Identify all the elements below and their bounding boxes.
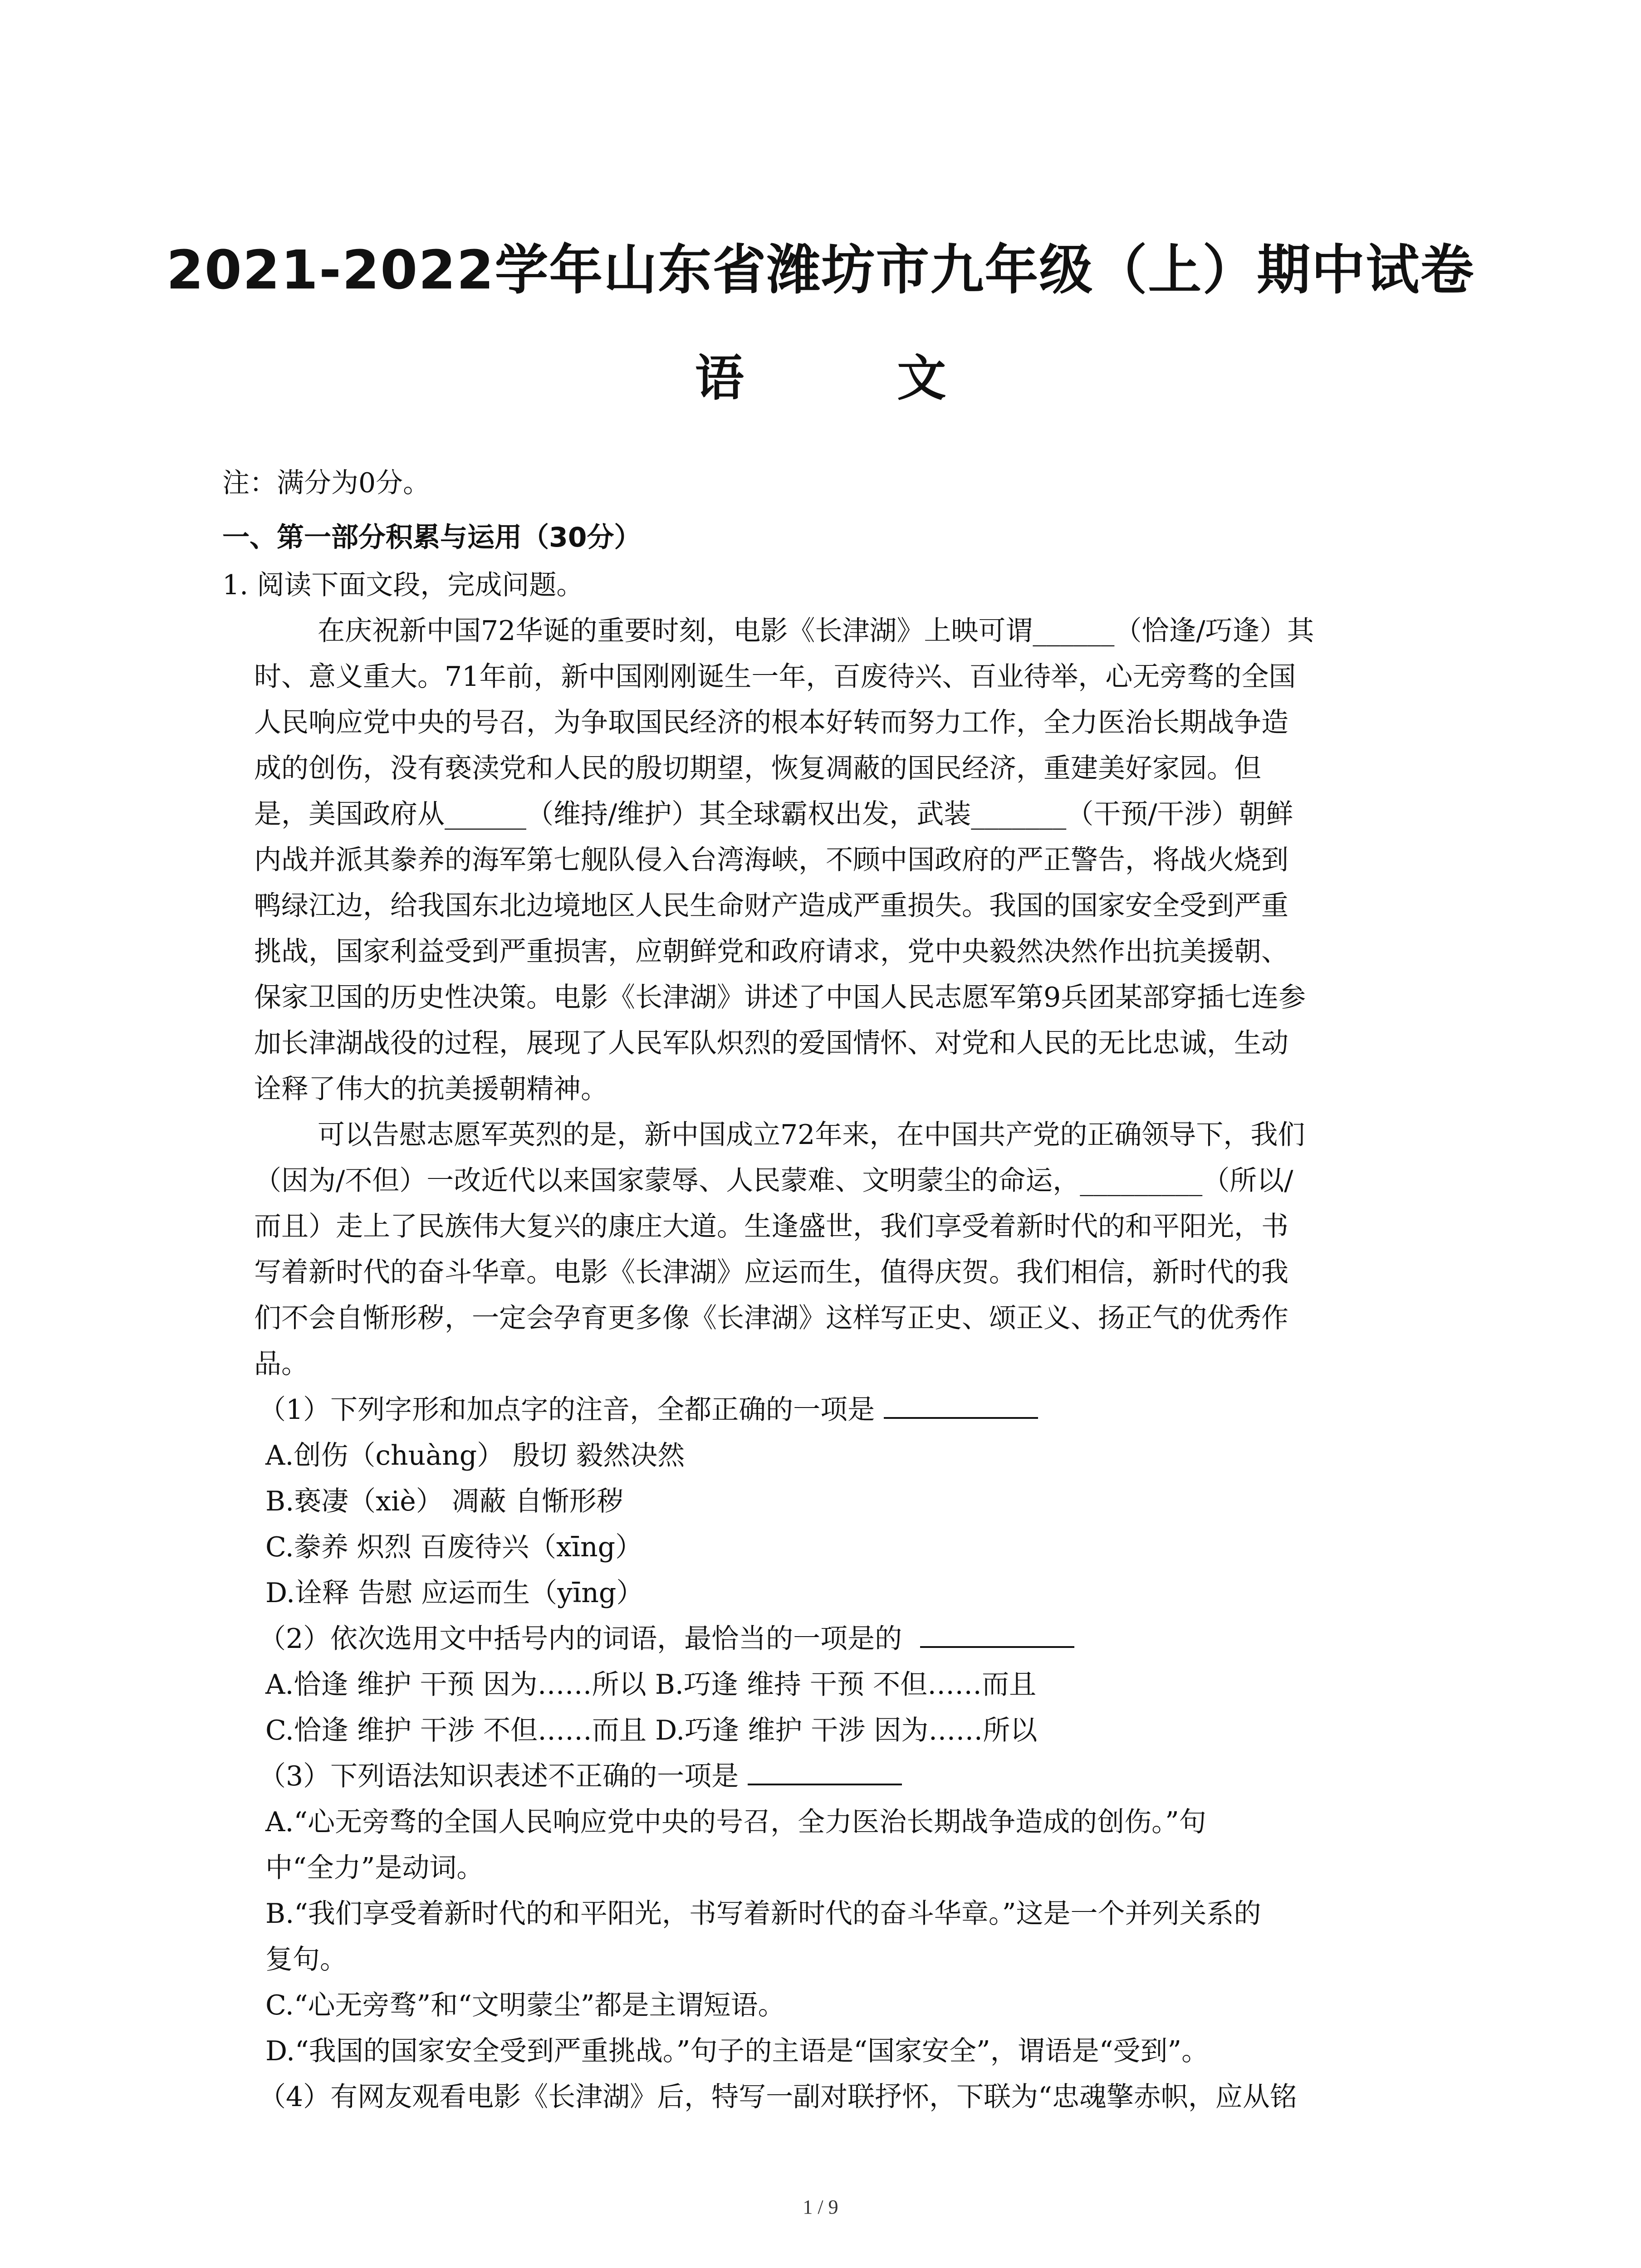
passage-line: 挑战，国家利益受到严重损害，应朝鲜党和政府请求，党中央毅然决然作出抗美援朝、	[254, 936, 1288, 968]
option: D.诠释 告慰 应运而生（yīng）	[265, 1577, 644, 1609]
passage-line: 时、意义重大。71年前，新中国刚刚诞生一年，百废待兴、百业待举，心无旁骛的全国	[254, 661, 1296, 693]
option: C.“心无旁骛”和“文明蒙尘”都是主谓短语。	[265, 1989, 785, 2021]
option: 复句。	[265, 1944, 347, 1975]
sub-question-1	[222, 1387, 1447, 1433]
exam-content	[222, 454, 1447, 2120]
passage-line: 内战并派其豢养的海军第七舰队侵入台湾海峡，不顾中国政府的严正警告，将战火烧到	[254, 844, 1288, 876]
answer-blank[interactable]	[748, 1756, 902, 1785]
passage-line: 在庆祝新中国72华诞的重要时刻，电影《长津湖》上映可谓______（恰逢/巧逢）其	[318, 615, 1314, 647]
question-1-stem: 1. 阅读下面文段，完成问题。	[222, 569, 584, 601]
page-number: 1 / 9	[803, 2196, 838, 2218]
passage-line: 写着新时代的奋斗华章。电影《长津湖》应运而生，值得庆贺。我们相信，新时代的我	[254, 1256, 1288, 1288]
exam-title: 2021-2022学年山东省潍坊市九年级（上）期中试卷	[166, 239, 1475, 301]
sub-question-2	[222, 1616, 1447, 1662]
option: B.亵凄（xiè） 凋蔽 自惭形秽	[265, 1486, 624, 1517]
passage-line: 而且）走上了民族伟大复兴的康庄大道。生逢盛世，我们享受着新时代的和平阳光，书	[254, 1211, 1288, 1242]
section-heading: 一、第一部分积累与运用（30分）	[222, 522, 642, 553]
option: D.“我国的国家安全受到严重挑战。”句子的主语是“国家安全”，谓语是“受到”。	[265, 2035, 1209, 2067]
option: C.恰逢 维护 干涉 不但……而且 D.巧逢 维护 干涉 因为……所以	[265, 1715, 1038, 1746]
passage-line: 诠释了伟大的抗美援朝精神。	[254, 1073, 608, 1105]
option: 中“全力”是动词。	[265, 1852, 484, 1884]
exam-subject: 语 文	[695, 350, 1014, 407]
sub-question-2-prompt: （2）依次选用文中括号内的词语，最恰当的一项是的	[259, 1623, 902, 1655]
option: A.“心无旁骛的全国人民响应党中央的号召，全力医治长期战争造成的创伤。”句	[265, 1806, 1206, 1838]
passage-line: 保家卫国的历史性决策。电影《长津湖》讲述了中国人民志愿军第9兵团某部穿插七连参	[254, 982, 1306, 1013]
option: A.创伤（chuàng） 殷切 毅然决然	[265, 1440, 685, 1471]
passage-line: 鸭绿江边，给我国东北边境地区人民生命财产造成严重损失。我国的国家安全受到严重	[254, 890, 1288, 922]
sub-question-4: （4）有网友观看电影《长津湖》后，特写一副对联抒怀，下联为“忠魂擎赤帜，应从铭	[259, 2081, 1297, 2113]
passage-line: 加长津湖战役的过程，展现了人民军队炽烈的爱国情怀、对党和人民的无比忠诚，生动	[254, 1027, 1288, 1059]
reading-passage	[222, 608, 1447, 1387]
passage-line: （因为/不但）一改近代以来国家蒙辱、人民蒙难、文明蒙尘的命运，_________（所以/	[254, 1165, 1293, 1197]
option: B.“我们享受着新时代的和平阳光，书写着新时代的奋斗华章。”这是一个并列关系的	[265, 1898, 1261, 1930]
passage-line: 品。	[254, 1348, 309, 1380]
answer-blank[interactable]	[920, 1619, 1074, 1648]
sub-question-1-prompt: （1）下列字形和加点字的注音，全都正确的一项是	[259, 1394, 875, 1426]
passage-line: 人民响应党中央的号召，为争取国民经济的根本好转而努力工作，全力医治长期战争造	[254, 707, 1288, 738]
sub-question-3-prompt: （3）下列语法知识表述不正确的一项是	[259, 1760, 739, 1792]
passage-line: 可以告慰志愿军英烈的是，新中国成立72年来，在中国共产党的正确领导下，我们	[318, 1119, 1305, 1151]
option: C.豢养 炽烈 百废待兴（xīng）	[265, 1531, 643, 1563]
answer-blank[interactable]	[884, 1390, 1038, 1419]
passage-line: 成的创伤，没有亵渎党和人民的殷切期望，恢复凋蔽的国民经济，重建美好家园。但	[254, 753, 1261, 784]
passage-line: 是，美国政府从______（维持/维护）其全球霸权出发，武装_______（干预/干涉）朝鲜	[254, 798, 1293, 830]
sub-question-3	[222, 1754, 1447, 1799]
score-note: 注：满分为0分。	[222, 467, 431, 499]
option: A.恰逢 维护 干预 因为……所以 B.巧逢 维持 干预 不但……而且	[265, 1669, 1037, 1701]
passage-line: 们不会自惭形秽，一定会孕育更多像《长津湖》这样写正史、颂正义、扬正气的优秀作	[254, 1302, 1288, 1334]
